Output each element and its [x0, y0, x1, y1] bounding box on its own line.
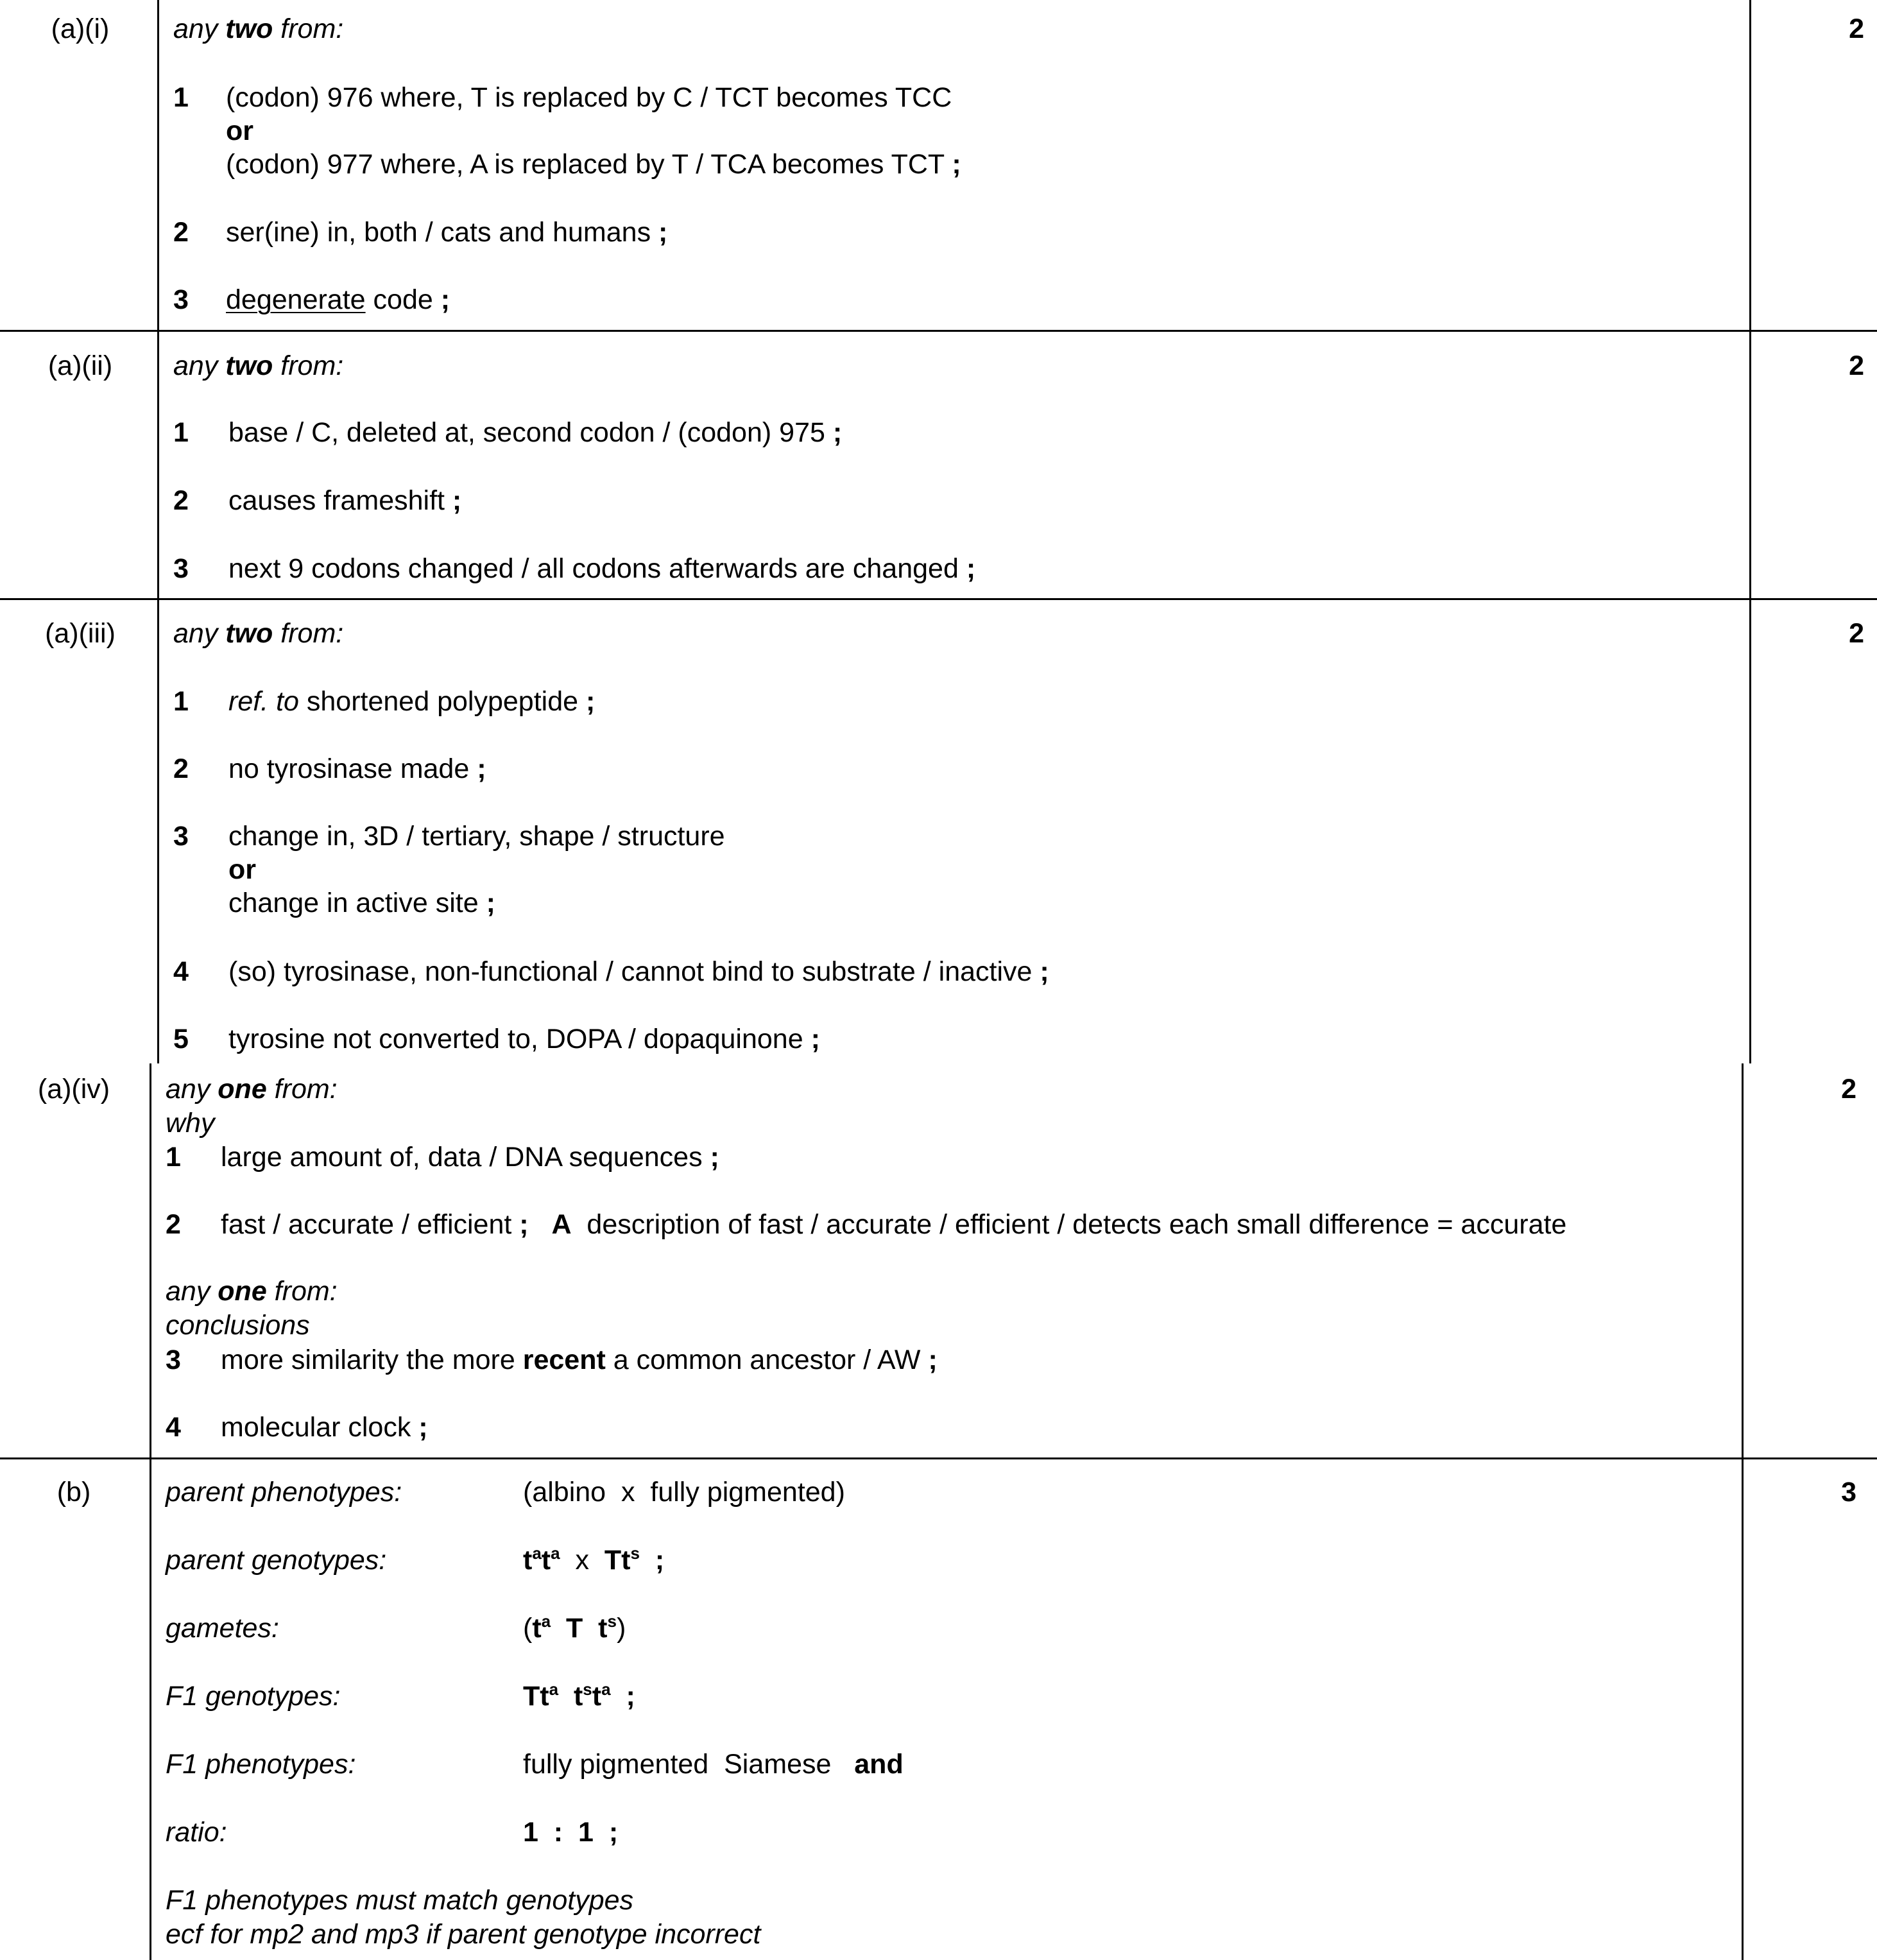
- question-label: (a)(iv): [37, 1074, 110, 1105]
- marks-value: 2: [1841, 1074, 1856, 1105]
- subheading-conclusions: conclusions: [166, 1310, 310, 1341]
- marks-value: 2: [1849, 350, 1864, 381]
- point: 3 more similarity the more recent a common ancestor / AW ;: [166, 1345, 938, 1375]
- intro-text: any one from:: [166, 1276, 338, 1307]
- cross-label: ratio:: [166, 1817, 227, 1848]
- cross-value: Tt$^a$ $t^st^a$ ;: [523, 1680, 635, 1712]
- column-divider: [157, 0, 159, 1063]
- question-label: (a)(i): [51, 13, 110, 44]
- row-divider: [0, 598, 1877, 600]
- intro-text: any two from:: [173, 13, 344, 44]
- point: 5 tyrosine not converted to, DOPA / dopaquinone ;: [173, 1024, 820, 1054]
- question-label: (b): [56, 1477, 91, 1508]
- point: 3 next 9 codons changed / all codons afterwards are changed ;: [173, 553, 976, 584]
- guidance-note: ecf for mp2 and mp3 if parent genotype incorrect: [166, 1919, 761, 1950]
- cross-value: (albino x fully pigmented): [523, 1477, 845, 1508]
- point: 1 base / C, deleted at, second codon / (codon) 975 ;: [173, 417, 843, 448]
- point: 2 causes frameshift ;: [173, 485, 462, 516]
- point: 2 ser(ine) in, both / cats and humans ;: [173, 217, 668, 248]
- intro-text: any two from:: [173, 618, 344, 649]
- row-divider: [0, 1457, 1877, 1459]
- point: 4 (so) tyrosinase, non-functional / cannot bind to substrate / inactive ;: [173, 956, 1049, 987]
- cross-value: 1 : 1 ;: [523, 1817, 619, 1848]
- intro-text: any one from:: [166, 1074, 338, 1105]
- point: 3 change in, 3D / tertiary, shape / structure or change in active site ;: [173, 821, 725, 918]
- intro-text: any two from:: [173, 350, 344, 381]
- point: 1 (codon) 976 where, T is replaced by C / TCT becomes TCC or (codon) 977 where, A is replaced by T / TCA becomes TCT ;: [173, 82, 961, 180]
- cross-value: ($t^a$ T $t^s$): [523, 1612, 626, 1644]
- cross-label: gametes:: [166, 1613, 279, 1644]
- column-divider: [1742, 1063, 1744, 1960]
- cross-label: F1 phenotypes:: [166, 1749, 356, 1780]
- cross-label: F1 genotypes:: [166, 1681, 341, 1712]
- cross-value: $t^at^a$ x Tt$^s$ ;: [523, 1543, 665, 1576]
- point: 3 degenerate code ;: [173, 284, 450, 315]
- question-label: (a)(ii): [47, 350, 113, 381]
- point: 2 fast / accurate / efficient ; A description of fast / accurate / efficient / detects each small difference = accurate: [166, 1209, 1567, 1240]
- point: 2 no tyrosinase made ;: [173, 753, 486, 784]
- question-label: (a)(iii): [45, 618, 116, 649]
- point: 4 molecular clock ;: [166, 1412, 428, 1443]
- column-divider: [150, 1063, 151, 1960]
- marks-value: 2: [1849, 13, 1864, 44]
- cross-label: parent genotypes:: [166, 1545, 387, 1576]
- guidance-note: F1 phenotypes must match genotypes: [166, 1885, 634, 1916]
- subheading-why: why: [166, 1108, 215, 1139]
- row-divider: [0, 330, 1877, 332]
- point: 1 ref. to shortened polypeptide ;: [173, 686, 596, 717]
- column-divider: [1749, 0, 1751, 1063]
- point: 1 large amount of, data / DNA sequences ;: [166, 1142, 719, 1173]
- marks-value: 3: [1841, 1477, 1856, 1508]
- marks-value: 2: [1849, 618, 1864, 649]
- cross-label: parent phenotypes:: [166, 1477, 402, 1508]
- cross-value: fully pigmented Siamese and: [523, 1749, 904, 1780]
